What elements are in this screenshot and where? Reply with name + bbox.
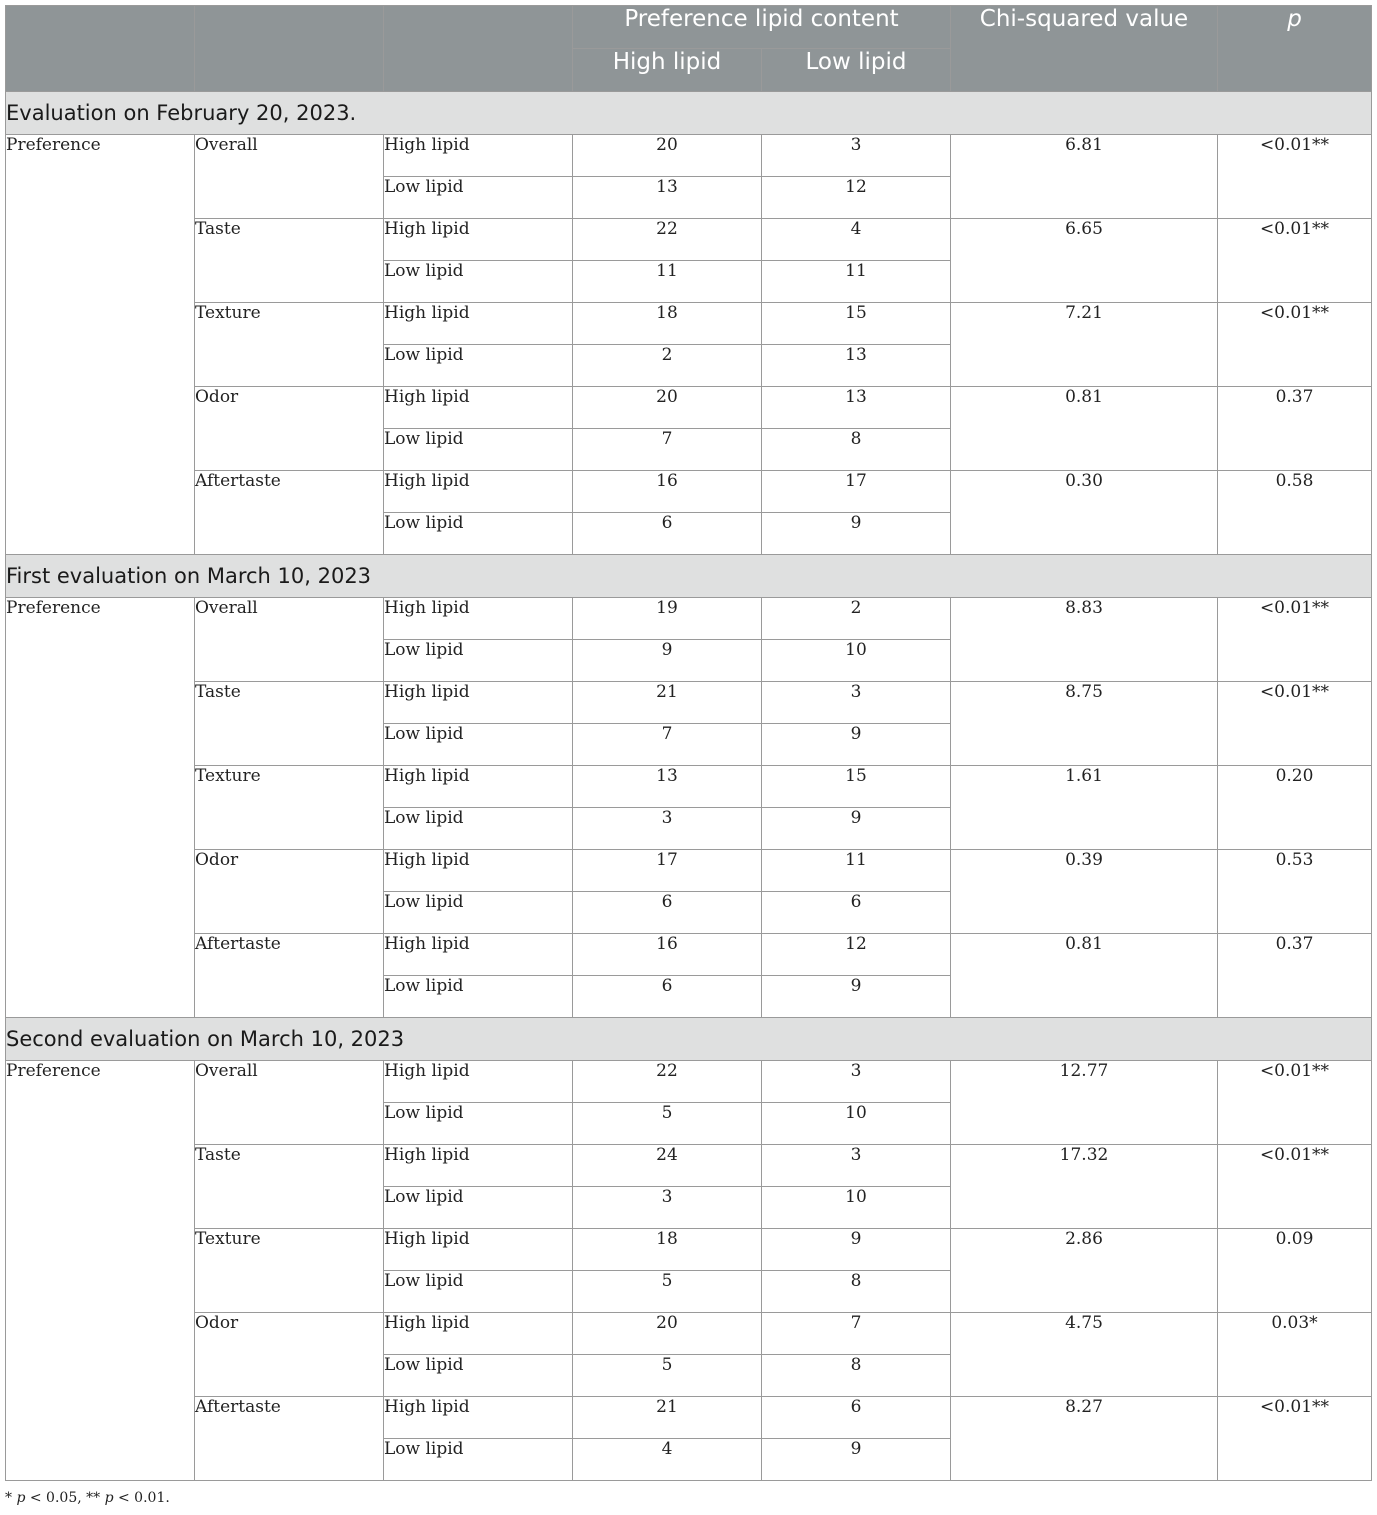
- low-lipid-count: 11: [762, 261, 951, 303]
- chi-squared-value: 7.21: [951, 303, 1218, 387]
- table-row: [6, 471, 1372, 513]
- table-row: [6, 135, 1372, 177]
- high-lipid-count: 7: [573, 724, 762, 766]
- row-label-cell: Low lipid: [384, 513, 573, 555]
- section-title: Evaluation on February 20, 2023.: [6, 92, 1372, 135]
- chi-squared-value: 0.81: [951, 934, 1218, 1018]
- high-lipid-count: 20: [573, 387, 762, 429]
- high-lipid-count: 9: [573, 640, 762, 682]
- row-label-cell: High lipid: [384, 303, 573, 345]
- category-cell: Preference: [6, 1061, 195, 1481]
- header-low-lipid: Low lipid: [762, 49, 951, 92]
- low-lipid-count: 10: [762, 1103, 951, 1145]
- section-header-row: [6, 92, 1372, 135]
- low-lipid-count: 9: [762, 513, 951, 555]
- row-label-cell: High lipid: [384, 1397, 573, 1439]
- row-label-cell: Low lipid: [384, 261, 573, 303]
- attribute-cell: Texture: [195, 1229, 384, 1313]
- header-high-lipid: High lipid: [573, 49, 762, 92]
- results-table: [5, 5, 1372, 1481]
- header-p: p: [1218, 6, 1372, 92]
- high-lipid-count: 13: [573, 766, 762, 808]
- table-row: [6, 219, 1372, 261]
- footnote: [5, 1490, 170, 1506]
- attribute-cell: Odor: [195, 1313, 384, 1397]
- low-lipid-count: 15: [762, 303, 951, 345]
- high-lipid-count: 7: [573, 429, 762, 471]
- high-lipid-count: 5: [573, 1355, 762, 1397]
- table-header: [6, 6, 1372, 92]
- row-label-cell: High lipid: [384, 1313, 573, 1355]
- low-lipid-count: 2: [762, 598, 951, 640]
- footnote-text-1: < 0.05,: [25, 1490, 87, 1506]
- attribute-cell: Texture: [195, 303, 384, 387]
- row-label-cell: High lipid: [384, 1145, 573, 1187]
- high-lipid-count: 5: [573, 1103, 762, 1145]
- table-row: [6, 303, 1372, 345]
- low-lipid-count: 3: [762, 1061, 951, 1103]
- header-preference-lipid-content: Preference lipid content: [573, 6, 951, 49]
- high-lipid-count: 21: [573, 682, 762, 724]
- high-lipid-count: 16: [573, 471, 762, 513]
- row-label-cell: Low lipid: [384, 1439, 573, 1481]
- high-lipid-count: 18: [573, 303, 762, 345]
- row-label-cell: Low lipid: [384, 1355, 573, 1397]
- p-value: <0.01**: [1218, 1145, 1372, 1229]
- row-label-cell: Low lipid: [384, 976, 573, 1018]
- low-lipid-count: 9: [762, 808, 951, 850]
- high-lipid-count: 5: [573, 1271, 762, 1313]
- p-value: 0.53: [1218, 850, 1372, 934]
- row-label-cell: Low lipid: [384, 429, 573, 471]
- low-lipid-count: 12: [762, 177, 951, 219]
- row-label-cell: High lipid: [384, 471, 573, 513]
- low-lipid-count: 3: [762, 135, 951, 177]
- chi-squared-value: 2.86: [951, 1229, 1218, 1313]
- p-value: <0.01**: [1218, 1397, 1372, 1481]
- low-lipid-count: 3: [762, 1145, 951, 1187]
- row-label-cell: High lipid: [384, 1229, 573, 1271]
- attribute-cell: Odor: [195, 850, 384, 934]
- p-value: <0.01**: [1218, 598, 1372, 682]
- low-lipid-count: 6: [762, 1397, 951, 1439]
- row-label-cell: High lipid: [384, 766, 573, 808]
- chi-squared-value: 6.65: [951, 219, 1218, 303]
- chi-squared-value: 1.61: [951, 766, 1218, 850]
- low-lipid-count: 9: [762, 1229, 951, 1271]
- table-row: [6, 850, 1372, 892]
- chi-squared-value: 8.75: [951, 682, 1218, 766]
- row-label-cell: High lipid: [384, 934, 573, 976]
- row-label-cell: High lipid: [384, 387, 573, 429]
- p-value: 0.20: [1218, 766, 1372, 850]
- chi-squared-value: 4.75: [951, 1313, 1218, 1397]
- high-lipid-count: 2: [573, 345, 762, 387]
- table-row: [6, 1145, 1372, 1187]
- row-label-cell: Low lipid: [384, 177, 573, 219]
- p-value: <0.01**: [1218, 303, 1372, 387]
- attribute-cell: Taste: [195, 682, 384, 766]
- p-value: <0.01**: [1218, 1061, 1372, 1145]
- low-lipid-count: 10: [762, 640, 951, 682]
- chi-squared-value: 0.39: [951, 850, 1218, 934]
- low-lipid-count: 13: [762, 345, 951, 387]
- footnote-p-1: p: [16, 1490, 26, 1506]
- row-label-cell: High lipid: [384, 682, 573, 724]
- footnote-star-2: **: [86, 1490, 101, 1506]
- table-row: [6, 682, 1372, 724]
- high-lipid-count: 20: [573, 135, 762, 177]
- p-value: <0.01**: [1218, 682, 1372, 766]
- row-label-cell: Low lipid: [384, 892, 573, 934]
- high-lipid-count: 20: [573, 1313, 762, 1355]
- chi-squared-value: 6.81: [951, 135, 1218, 219]
- high-lipid-count: 22: [573, 219, 762, 261]
- attribute-cell: Overall: [195, 135, 384, 219]
- attribute-cell: Overall: [195, 1061, 384, 1145]
- low-lipid-count: 13: [762, 387, 951, 429]
- section-title: Second evaluation on March 10, 2023: [6, 1018, 1372, 1061]
- category-cell: Preference: [6, 135, 195, 555]
- p-value: 0.37: [1218, 934, 1372, 1018]
- row-label-cell: Low lipid: [384, 345, 573, 387]
- chi-squared-value: 0.81: [951, 387, 1218, 471]
- low-lipid-count: 6: [762, 892, 951, 934]
- chi-squared-value: 17.32: [951, 1145, 1218, 1229]
- high-lipid-count: 4: [573, 1439, 762, 1481]
- table-row: [6, 934, 1372, 976]
- p-value: 0.09: [1218, 1229, 1372, 1313]
- p-value: 0.37: [1218, 387, 1372, 471]
- low-lipid-count: 8: [762, 1271, 951, 1313]
- attribute-cell: Aftertaste: [195, 1397, 384, 1481]
- footnote-p-2: p: [104, 1490, 114, 1506]
- low-lipid-count: 12: [762, 934, 951, 976]
- section-title: First evaluation on March 10, 2023: [6, 555, 1372, 598]
- category-cell: Preference: [6, 598, 195, 1018]
- attribute-cell: Aftertaste: [195, 934, 384, 1018]
- high-lipid-count: 24: [573, 1145, 762, 1187]
- high-lipid-count: 18: [573, 1229, 762, 1271]
- attribute-cell: Taste: [195, 1145, 384, 1229]
- row-label-cell: Low lipid: [384, 1271, 573, 1313]
- low-lipid-count: 8: [762, 1355, 951, 1397]
- low-lipid-count: 10: [762, 1187, 951, 1229]
- header-blank-3: [384, 6, 573, 92]
- high-lipid-count: 21: [573, 1397, 762, 1439]
- row-label-cell: High lipid: [384, 598, 573, 640]
- header-blank-1: [6, 6, 195, 92]
- p-value: 0.58: [1218, 471, 1372, 555]
- chi-squared-value: 8.27: [951, 1397, 1218, 1481]
- p-value: <0.01**: [1218, 135, 1372, 219]
- header-blank-2: [195, 6, 384, 92]
- row-label-cell: High lipid: [384, 1061, 573, 1103]
- low-lipid-count: 4: [762, 219, 951, 261]
- p-value: 0.03*: [1218, 1313, 1372, 1397]
- low-lipid-count: 15: [762, 766, 951, 808]
- header-chi-squared: Chi-squared value: [951, 6, 1218, 92]
- table-row: [6, 387, 1372, 429]
- high-lipid-count: 6: [573, 892, 762, 934]
- row-label-cell: High lipid: [384, 135, 573, 177]
- attribute-cell: Texture: [195, 766, 384, 850]
- row-label-cell: Low lipid: [384, 1187, 573, 1229]
- low-lipid-count: 3: [762, 682, 951, 724]
- high-lipid-count: 16: [573, 934, 762, 976]
- table-row: [6, 766, 1372, 808]
- row-label-cell: High lipid: [384, 219, 573, 261]
- high-lipid-count: 3: [573, 808, 762, 850]
- row-label-cell: Low lipid: [384, 1103, 573, 1145]
- high-lipid-count: 17: [573, 850, 762, 892]
- high-lipid-count: 19: [573, 598, 762, 640]
- attribute-cell: Taste: [195, 219, 384, 303]
- row-label-cell: Low lipid: [384, 724, 573, 766]
- low-lipid-count: 9: [762, 1439, 951, 1481]
- chi-squared-value: 12.77: [951, 1061, 1218, 1145]
- table-row: [6, 1229, 1372, 1271]
- low-lipid-count: 17: [762, 471, 951, 513]
- low-lipid-count: 11: [762, 850, 951, 892]
- high-lipid-count: 22: [573, 1061, 762, 1103]
- table-row: [6, 1061, 1372, 1103]
- footnote-text-2: < 0.01.: [113, 1490, 170, 1506]
- low-lipid-count: 7: [762, 1313, 951, 1355]
- high-lipid-count: 11: [573, 261, 762, 303]
- table-row: [6, 1397, 1372, 1439]
- section-header-row: [6, 555, 1372, 598]
- low-lipid-count: 8: [762, 429, 951, 471]
- high-lipid-count: 6: [573, 513, 762, 555]
- section-header-row: [6, 1018, 1372, 1061]
- low-lipid-count: 9: [762, 976, 951, 1018]
- table-row: [6, 1313, 1372, 1355]
- chi-squared-value: 0.30: [951, 471, 1218, 555]
- high-lipid-count: 6: [573, 976, 762, 1018]
- row-label-cell: High lipid: [384, 850, 573, 892]
- table-row: [6, 598, 1372, 640]
- high-lipid-count: 3: [573, 1187, 762, 1229]
- attribute-cell: Aftertaste: [195, 471, 384, 555]
- high-lipid-count: 13: [573, 177, 762, 219]
- p-value: <0.01**: [1218, 219, 1372, 303]
- row-label-cell: Low lipid: [384, 640, 573, 682]
- low-lipid-count: 9: [762, 724, 951, 766]
- chi-squared-value: 8.83: [951, 598, 1218, 682]
- attribute-cell: Overall: [195, 598, 384, 682]
- footnote-star-1: *: [5, 1490, 12, 1506]
- table-body: [6, 92, 1372, 1481]
- row-label-cell: Low lipid: [384, 808, 573, 850]
- attribute-cell: Odor: [195, 387, 384, 471]
